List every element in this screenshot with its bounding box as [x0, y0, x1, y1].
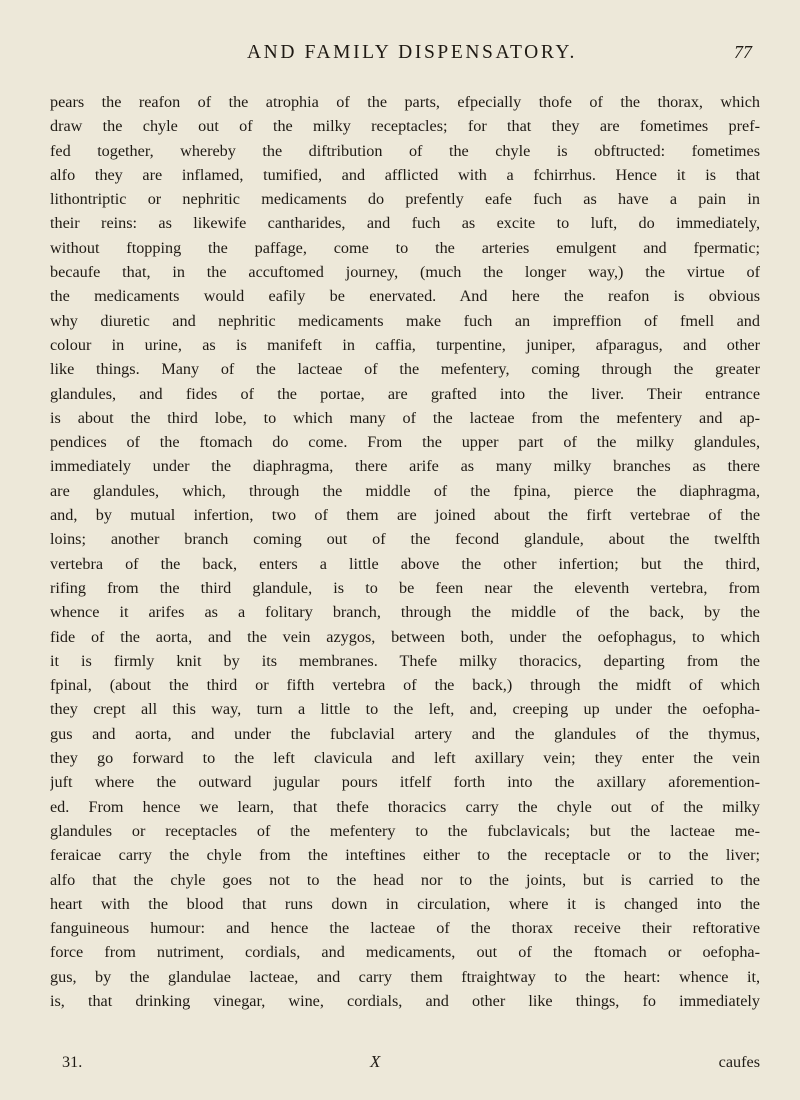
text-line: lithontriptic or nephritic medicaments do prefently eafe fuch as have a pain in: [50, 190, 760, 209]
text-line: pendices of the ftomach do come. From the upper part of the milky glandules,: [50, 433, 760, 452]
text-line: is about the third lobe, to which many of the lacteae from the mefentery and ap-: [50, 408, 760, 427]
text-line: glandules, and fides of the portae, are grafted into the liver. Their entrance: [50, 384, 760, 403]
text-line: juft where the outward jugular pours itfelf forth into the axillary aforemention-: [50, 773, 760, 792]
text-line: vertebra of the back, enters a little above the other infertion; but the third,: [50, 554, 760, 573]
text-line: glandules or receptacles of the mefentery to the fubclavicals; but the lacteae me-: [50, 821, 760, 840]
text-line: fed together, whereby the diftribution of the chyle is obftructed: fometimes: [50, 141, 760, 160]
text-line: pears the reafon of the atrophia of the parts, efpecially thofe of the thorax, which: [50, 93, 760, 111]
text-line: heart with the blood that runs down in circulation, where it is changed into the: [50, 894, 760, 913]
signature-number: 31.: [62, 1053, 83, 1071]
text-line: like things. Many of the lacteae of the mefentery, coming through the greater: [50, 360, 760, 379]
text-line: loins; another branch coming out of the fecond glandule, about the twelfth: [50, 530, 760, 549]
page-number: 77: [734, 42, 752, 62]
text-line: their reins: as likewife cantharides, and fuch as excite to luft, do immediately,: [50, 214, 760, 233]
text-line: force from nutriment, cordials, and medicaments, out of the ftomach or oefopha-: [50, 943, 760, 962]
text-line: fide of the aorta, and the vein azygos, between both, under the oefophagus, to which: [50, 627, 760, 646]
text-line: fpinal, (about the third or fifth vertebra of the back,) through the midft of which: [50, 676, 760, 695]
text-line: and, by mutual infertion, two of them are joined about the firft vertebrae of the: [50, 506, 760, 525]
body-text: [50, 90, 760, 1013]
text-line: draw the chyle out of the milky receptacles; for that they are fometimes pref-: [50, 117, 760, 136]
catchword: caufes: [718, 1053, 760, 1071]
running-head: [112, 42, 752, 72]
text-line: it is firmly knit by its membranes. Thefe milky thoracics, departing from the: [50, 651, 760, 670]
text-line: rifing from the third glandule, is to be feen near the eleventh vertebra, from: [50, 578, 760, 597]
text-line: immediately under the diaphragma, there arife as many milky branches as there: [50, 457, 760, 476]
text-line: colour in urine, as is manifeft in caffia, turpentine, juniper, afparagus, and other: [50, 335, 760, 354]
text-line: alfo they are inflamed, tumified, and afflicted with a fchirrhus. Hence it is that: [50, 165, 760, 184]
text-line: feraicae carry the chyle from the inteftines either to the receptacle or to the liver;: [50, 846, 760, 865]
text-line: gus and aorta, and under the fubclavial artery and the glandules of the thymus,: [50, 724, 760, 743]
text-line: fanguineous humour: and hence the lacteae of the thorax receive their reftorative: [50, 919, 760, 938]
text-line: why diuretic and nephritic medicaments make fuch an impreffion of fmell and: [50, 311, 760, 330]
running-title: AND FAMILY DISPENSATORY.: [246, 42, 578, 63]
text-line: is, that drinking vinegar, wine, cordials, and other like things, fo immediately: [50, 991, 760, 1010]
text-line: whence it arifes as a folitary branch, through the middle of the back, by the: [50, 603, 760, 622]
text-line: without ftopping the paffage, come to the arteries emulgent and fpermatic;: [50, 238, 760, 257]
page-footer: [50, 1050, 760, 1076]
text-line: gus, by the glandulae lacteae, and carry them ftraightway to the heart: whence it,: [50, 967, 760, 986]
text-line: they crept all this way, turn a little to the left, and, creeping up under the oefopha-: [50, 700, 760, 719]
signature-mark: X: [370, 1052, 381, 1071]
text-line: ed. From hence we learn, that thefe thoracics carry the chyle out of the milky: [50, 797, 760, 816]
text-line: becaufe that, in the accuftomed journey, (much the longer way,) the virtue of: [50, 263, 760, 282]
text-line: they go forward to the left clavicula and left axillary vein; they enter the vein: [50, 749, 760, 768]
text-line: alfo that the chyle goes not to the head nor to the joints, but is carried to the: [50, 870, 760, 889]
text-line: are glandules, which, through the middle of the fpina, pierce the diaphragma,: [50, 481, 760, 500]
text-line: the medicaments would eafily be enervated. And here the reafon is obvious: [50, 287, 760, 306]
